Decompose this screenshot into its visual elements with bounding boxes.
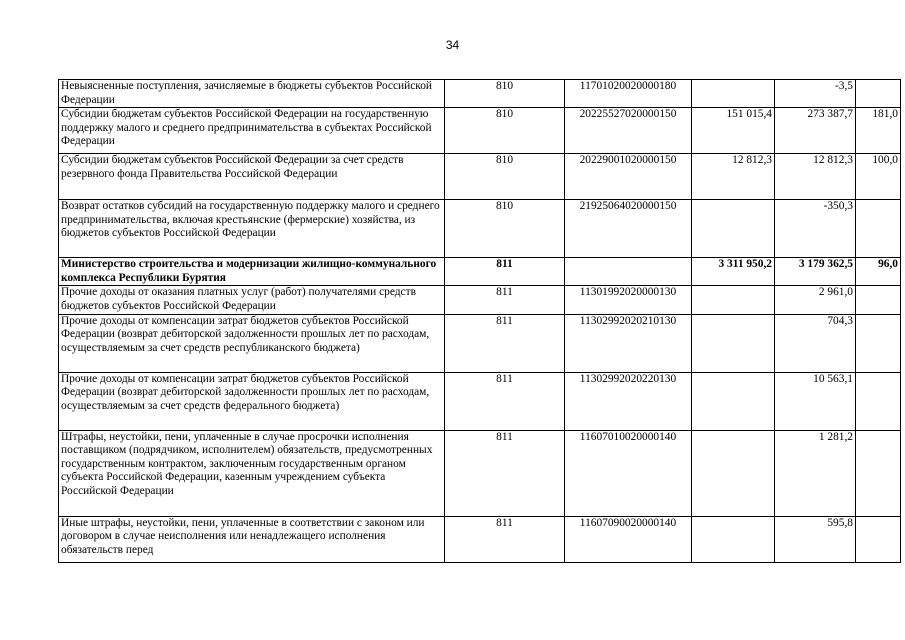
execution-percent xyxy=(856,372,901,430)
execution-percent xyxy=(856,314,901,372)
revenue-table xyxy=(58,79,901,563)
executed-amount: -3,5 xyxy=(775,80,856,108)
executed-amount: -350,3 xyxy=(775,200,856,258)
administrator-code: 811 xyxy=(445,430,565,516)
table-row xyxy=(59,108,901,154)
planned-amount: 3 311 950,2 xyxy=(692,258,775,286)
revenue-classification-code: 11302992020210130 xyxy=(565,314,692,372)
executed-amount: 2 961,0 xyxy=(775,286,856,314)
revenue-classification-code xyxy=(565,258,692,286)
execution-percent: 100,0 xyxy=(856,154,901,200)
executed-amount: 12 812,3 xyxy=(775,154,856,200)
execution-percent xyxy=(856,430,901,516)
revenue-classification-code: 20225527020000150 xyxy=(565,108,692,154)
execution-percent xyxy=(856,286,901,314)
execution-percent xyxy=(856,80,901,108)
budget-item-name: Субсидии бюджетам субъектов Российской Федерации за счет средств резервного фонда Правительства Российской Федерации xyxy=(59,154,445,200)
revenue-classification-code: 11607010020000140 xyxy=(565,430,692,516)
budget-item-name: Иные штрафы, неустойки, пени, уплаченные в соответствии с законом или договором в случае неисполнения или ненадлежащего исполнения обязательств перед xyxy=(59,516,445,562)
planned-amount xyxy=(692,200,775,258)
table-row xyxy=(59,200,901,258)
execution-percent: 181,0 xyxy=(856,108,901,154)
page-number: 34 xyxy=(445,38,460,52)
revenue-classification-code: 11301992020000130 xyxy=(565,286,692,314)
planned-amount xyxy=(692,314,775,372)
executed-amount: 3 179 362,5 xyxy=(775,258,856,286)
revenue-classification-code: 20229001020000150 xyxy=(565,154,692,200)
planned-amount: 151 015,4 xyxy=(692,108,775,154)
executed-amount: 273 387,7 xyxy=(775,108,856,154)
administrator-code: 810 xyxy=(445,108,565,154)
table-row xyxy=(59,430,901,516)
planned-amount xyxy=(692,516,775,562)
section-header-row xyxy=(59,258,901,286)
budget-item-name: Субсидии бюджетам субъектов Российской Федерации на государственную поддержку малого и среднего предпринимательства в субъектах Российской Федерации xyxy=(59,108,445,154)
table-row xyxy=(59,286,901,314)
table-row xyxy=(59,516,901,562)
executed-amount: 595,8 xyxy=(775,516,856,562)
administrator-code: 811 xyxy=(445,286,565,314)
planned-amount xyxy=(692,430,775,516)
administrator-code: 810 xyxy=(445,154,565,200)
planned-amount xyxy=(692,286,775,314)
budget-item-name: Прочие доходы от оказания платных услуг (работ) получателями средств бюджетов субъектов Российской Федерации xyxy=(59,286,445,314)
table-row xyxy=(59,314,901,372)
budget-item-name: Министерство строительства и модернизации жилищно-коммунального комплекса Республики Бурятия xyxy=(59,258,445,286)
administrator-code: 811 xyxy=(445,372,565,430)
administrator-code: 811 xyxy=(445,258,565,286)
table-row xyxy=(59,80,901,108)
budget-item-name: Прочие доходы от компенсации затрат бюджетов субъектов Российской Федерации (возврат дебиторской задолженности прошлых лет по расходам, осуществляемым за счет средств республиканского бюджета) xyxy=(59,314,445,372)
administrator-code: 810 xyxy=(445,80,565,108)
executed-amount: 10 563,1 xyxy=(775,372,856,430)
revenue-classification-code: 21925064020000150 xyxy=(565,200,692,258)
table-body xyxy=(59,80,901,563)
budget-item-name: Невыясненные поступления, зачисляемые в бюджеты субъектов Российской Федерации xyxy=(59,80,445,108)
administrator-code: 811 xyxy=(445,314,565,372)
administrator-code: 810 xyxy=(445,200,565,258)
budget-item-name: Прочие доходы от компенсации затрат бюджетов субъектов Российской Федерации (возврат дебиторской задолженности прошлых лет по расходам, осуществляемым за счет средств федерального бюджета) xyxy=(59,372,445,430)
executed-amount: 704,3 xyxy=(775,314,856,372)
revenue-classification-code: 11701020020000180 xyxy=(565,80,692,108)
planned-amount xyxy=(692,80,775,108)
planned-amount xyxy=(692,372,775,430)
table-row xyxy=(59,154,901,200)
execution-percent: 96,0 xyxy=(856,258,901,286)
revenue-classification-code: 11607090020000140 xyxy=(565,516,692,562)
administrator-code: 811 xyxy=(445,516,565,562)
revenue-classification-code: 11302992020220130 xyxy=(565,372,692,430)
planned-amount: 12 812,3 xyxy=(692,154,775,200)
table-row xyxy=(59,372,901,430)
budget-item-name: Штрафы, неустойки, пени, уплаченные в случае просрочки исполнения поставщиком (подрядчиком, исполнителем) обязательств, предусмотренных государственным контрактом, заключенным государственным органом субъекта Российской Федерации, казенным учреждением субъекта Российской Федерации xyxy=(59,430,445,516)
budget-item-name: Возврат остатков субсидий на государственную поддержку малого и среднего предпринимательства, включая крестьянские (фермерские) хозяйства, из бюджетов субъектов Российской Федерации xyxy=(59,200,445,258)
execution-percent xyxy=(856,516,901,562)
execution-percent xyxy=(856,200,901,258)
executed-amount: 1 281,2 xyxy=(775,430,856,516)
